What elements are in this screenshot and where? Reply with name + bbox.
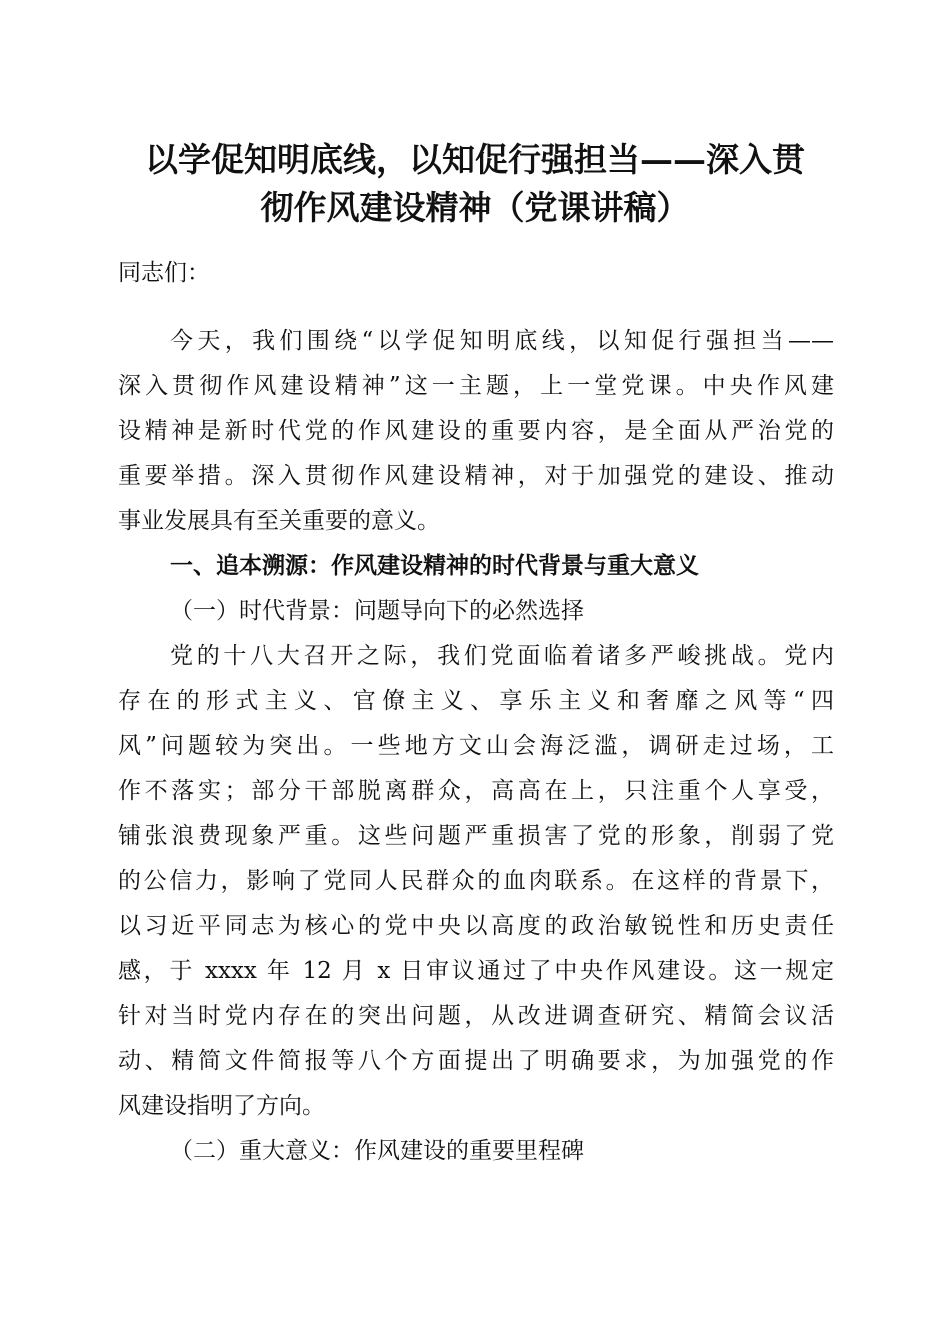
document-title-line-2: 彻作风建设精神（党课讲稿） <box>260 188 690 227</box>
paragraph-line: 动、精简文件简报等八个方面提出了明确要求，为加强党的作 <box>118 1048 834 1074</box>
intro-line: 今天，我们围绕“以学促知明底线，以知促行强担当—— <box>170 328 834 354</box>
intro-line: 重要举措。深入贯彻作风建设精神，对于加强党的建设、推动 <box>118 463 834 489</box>
section-heading-1: 一、追本溯源：作风建设精神的时代背景与重大意义 <box>170 553 699 579</box>
paragraph-line: 党的十八大召开之际，我们党面临着诸多严峻挑战。党内 <box>170 643 834 669</box>
paragraph-line: 针对当时党内存在的突出问题，从改进调查研究、精简会议活 <box>118 1003 834 1029</box>
document-title-line-1: 以学促知明底线，以知促行强担当——深入贯 <box>145 140 805 179</box>
paragraph-line: 风建设指明了方向。 <box>118 1093 325 1119</box>
paragraph-line: 作不落实；部分干部脱离群众，高高在上，只注重个人享受， <box>118 778 834 804</box>
intro-line: 设精神是新时代党的作风建设的重要内容，是全面从严治党的 <box>118 418 834 444</box>
paragraph-line: 风”问题较为突出。一些地方文山会海泛滥，调研走过场，工 <box>118 733 834 759</box>
intro-line: 深入贯彻作风建设精神”这一主题，上一堂党课。中央作风建 <box>118 373 834 399</box>
paragraph-line: 感，于 xxxx 年 12 月 x 日审议通过了中央作风建设。这一规定 <box>118 958 834 984</box>
paragraph-line: 以习近平同志为核心的党中央以高度的政治敏锐性和历史责任 <box>118 913 834 939</box>
intro-line: 事业发展具有至关重要的意义。 <box>118 508 440 534</box>
subheading-1: （一）时代背景：问题导向下的必然选择 <box>170 598 584 624</box>
salutation: 同志们： <box>118 260 210 286</box>
subheading-2: （二）重大意义：作风建设的重要里程碑 <box>170 1138 584 1164</box>
paragraph-line: 铺张浪费现象严重。这些问题严重损害了党的形象，削弱了党 <box>118 823 834 849</box>
paragraph-line: 的公信力，影响了党同人民群众的血肉联系。在这样的背景下， <box>118 868 834 894</box>
paragraph-line: 存在的形式主义、官僚主义、享乐主义和奢靡之风等“四 <box>118 688 834 714</box>
